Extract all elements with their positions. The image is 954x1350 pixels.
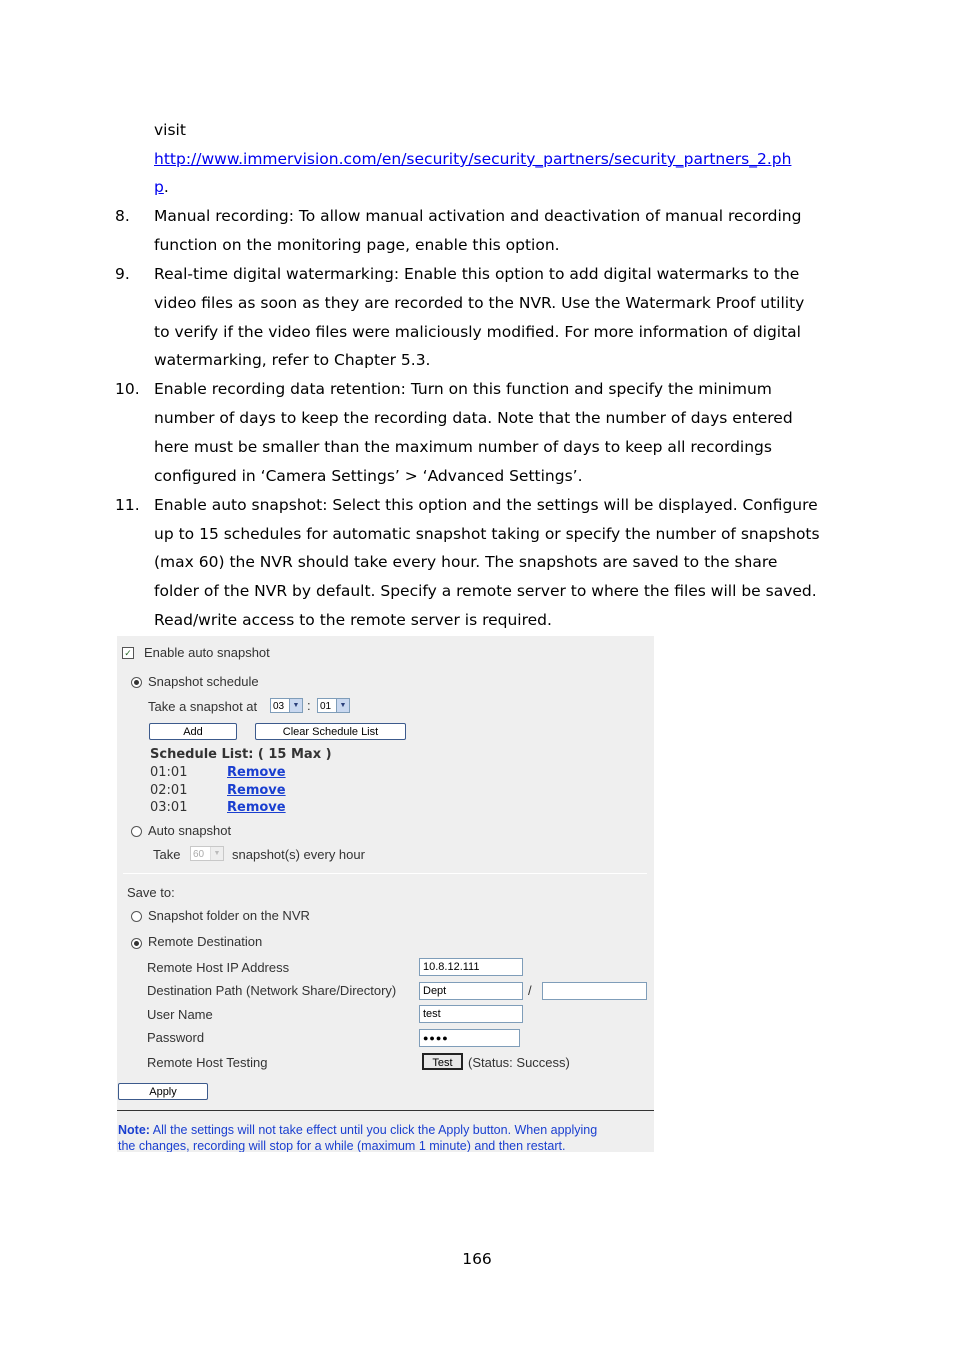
remote-destination-label: Remote Destination [148,934,263,949]
item-9-line-1: Real-time digital watermarking: Enable this option to add digital watermarks to the [154,265,800,283]
auto-snapshot-radio[interactable] [131,826,142,837]
test-button[interactable]: Test [422,1053,463,1070]
link-period: . [163,178,169,196]
time-separator: : [307,698,311,713]
chevron-down-icon: ▼ [289,699,302,712]
enable-auto-snapshot-checkbox[interactable]: ✓ [122,647,134,659]
item-11-line-3: (max 60) the NVR should take every hour. The snapshots are saved to the share [154,553,778,571]
list-number-9: 9. [115,265,130,283]
item-8-line-1: Manual recording: To allow manual activation and deactivation of manual recording [154,207,802,225]
auto-snapshot-label: Auto snapshot [148,823,232,838]
intro-visit-text: visit [154,121,186,139]
per-hour-label: snapshot(s) every hour [232,847,365,862]
item-11-line-5: Read/write access to the remote server is required. [154,611,552,629]
hour-select-value: 03 [273,701,285,712]
remote-host-ip-label: Remote Host IP Address [147,960,290,975]
chevron-down-icon: ▼ [336,699,349,712]
item-9-line-2: video files as soon as they are recorded to the NVR. Use the Watermark Proof utility [154,294,805,312]
hour-select[interactable] [270,698,303,713]
partners-link[interactable]: http://www.immervision.com/en/security/security_partners/security_partners_2.ph [154,150,792,168]
schedule-time: 02:01 [150,783,188,798]
item-11-line-4: folder of the NVR by default. Specify a remote server to where the files will be saved. [154,582,817,600]
item-11-line-1: Enable auto snapshot: Select this option and the settings will be displayed. Configure [154,496,818,514]
item-10-line-1: Enable recording data retention: Turn on this function and specify the minimum [154,380,772,398]
chevron-down-icon: ▼ [210,847,223,860]
remove-schedule-link[interactable]: Remove [227,800,286,815]
list-number-8: 8. [115,207,130,225]
item-10-line-2: number of days to keep the recording data. Note that the number of days entered [154,409,793,427]
item-11-line-2: up to 15 schedules for automatic snapshot taking or specify the number of snapshots [154,525,820,543]
page-number: 166 [462,1250,492,1268]
note-line-1 [118,1122,597,1138]
schedule-list-heading: Schedule List: ( 15 Max ) [150,747,332,762]
destination-path-input[interactable]: Dept [419,982,523,1000]
snapshots-per-hour-select[interactable] [190,846,224,861]
take-label: Take [153,847,181,862]
user-name-label: User Name [147,1007,213,1022]
note-line-2: the changes, recording will stop for a while (maximum 1 minute) and then restart. [118,1139,566,1152]
note-label: Note: [118,1123,150,1137]
save-to-label: Save to: [127,885,175,900]
schedule-time: 01:01 [150,765,188,780]
item-10-line-4: configured in ‘Camera Settings’ > ‘Advanced Settings’. [154,467,583,485]
password-label: Password [147,1030,205,1045]
auto-snapshot-settings-panel [117,636,654,1152]
snapshot-schedule-label: Snapshot schedule [148,674,259,689]
enable-auto-snapshot-label: Enable auto snapshot [144,645,270,660]
partners-link-end[interactable]: p [154,178,164,196]
minute-select-value: 01 [320,701,332,712]
add-schedule-button[interactable]: Add [149,723,237,740]
remote-host-ip-input[interactable]: 10.8.12.111 [419,958,523,976]
clear-schedule-list-button[interactable]: Clear Schedule List [255,723,406,740]
item-9-line-3: to verify if the video files were maliciously modified. For more information of digital [154,323,801,341]
list-number-10: 10. [115,380,140,398]
remove-schedule-link[interactable]: Remove [227,783,286,798]
take-snapshot-at-label: Take a snapshot at [148,699,258,714]
partners-link-line1[interactable] [154,149,791,169]
remote-host-testing-label: Remote Host Testing [147,1055,268,1070]
password-input[interactable]: ●●●● [419,1029,520,1047]
minute-select[interactable] [317,698,350,713]
note-text-1: All the settings will not take effect until you click the Apply button. When applying [149,1123,598,1137]
list-number-11: 11. [115,496,140,514]
user-name-input[interactable]: test [419,1005,523,1023]
section-divider [123,873,647,874]
partners-link-line2 [154,177,169,197]
destination-path-label: Destination Path (Network Share/Directory) [147,983,397,998]
snapshot-folder-label: Snapshot folder on the NVR [148,908,310,923]
schedule-time: 03:01 [150,800,188,815]
apply-button[interactable]: Apply [118,1083,208,1100]
remote-destination-radio[interactable] [131,938,142,949]
snapshot-schedule-radio[interactable] [131,677,142,688]
remove-schedule-link[interactable]: Remove [227,765,286,780]
snapshot-folder-radio[interactable] [131,911,142,922]
test-status: (Status: Success) [468,1055,570,1070]
note-divider [117,1110,654,1111]
snapshots-per-hour-value: 60 [193,849,205,860]
item-8-line-2: function on the monitoring page, enable this option. [154,236,560,254]
item-10-line-3: here must be smaller than the maximum number of days to keep all recordings [154,438,772,456]
destination-subpath-input[interactable] [542,982,647,1000]
path-slash: / [528,983,532,998]
item-9-line-4: watermarking, refer to Chapter 5.3. [154,351,431,369]
